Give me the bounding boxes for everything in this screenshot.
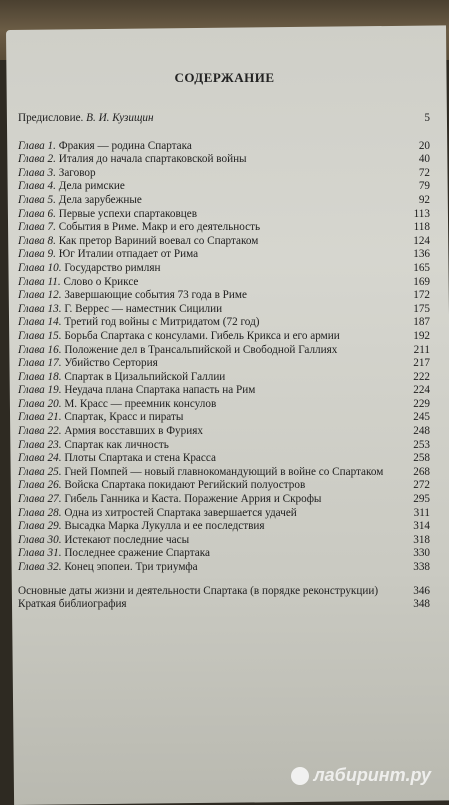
chapter-label: Глава 4. [18,180,56,193]
entry-title: Неудача плана Спартака напасть на Рим [61,384,256,397]
page-title: СОДЕРЖАНИЕ [174,70,275,85]
watermark-text: лабиринт.ру [313,765,431,785]
labirint-logo-icon [291,767,309,785]
page-number: 318 [413,533,430,546]
entry-title: Плоты Спартака и стена Красса [61,452,216,465]
toc-row [18,235,430,249]
entry-title: Спартак как личность [61,438,169,451]
chapter-label: Глава 31. [18,547,62,560]
page-number: 165 [413,261,430,274]
chapter-label: Глава 24. [18,452,62,465]
chapter-label: Глава 18. [18,370,62,383]
toc-row [18,439,430,453]
page-number: 72 [418,166,430,179]
toc-row [18,208,430,222]
page-number: 211 [413,343,430,356]
entry-title: Краткая библиография [18,598,127,611]
entry-title: Фракия — родина Спартака [55,139,192,152]
toc-row [18,153,430,167]
page-number: 172 [413,289,430,302]
page-number: 118 [413,221,430,234]
chapter-label: Глава 15. [18,329,62,342]
entry-title: М. Красс — преемник консулов [61,397,217,410]
entry-title: Г. Веррес — наместник Сицилии [61,302,223,315]
page-number: 248 [413,425,430,438]
toc-row [18,598,430,612]
toc-row [18,452,430,466]
page-number: 338 [413,561,430,573]
page-number: 330 [413,547,430,560]
table-of-contents [18,112,430,612]
toc-row [18,585,430,599]
toc-row [18,384,430,398]
chapter-label: Глава 19. [18,384,62,397]
chapter-label: Глава 25. [18,465,62,478]
entry-title: Высадка Марка Лукулла и ее последствия [61,520,265,533]
toc-row [18,425,430,439]
page-number: 295 [413,493,430,506]
entry-title: Положение дел в Трансальпийской и Свободной Галлиях [61,343,338,356]
toc-row [18,330,430,344]
chapter-label: Глава 30. [18,533,62,546]
toc-row [18,479,430,493]
toc-row [18,221,430,235]
entry-title: Основные даты жизни и деятельности Спартака (в порядке реконструкции) [18,584,379,597]
chapter-label: Глава 32. [18,561,62,573]
chapter-label: Глава 14. [18,316,62,329]
chapter-label: Глава 11. [18,275,61,288]
chapter-label: Глава 3. [18,166,56,179]
page-number: 222 [413,370,430,383]
page-number: 311 [413,506,430,519]
page-number: 224 [413,384,430,397]
page-number: 92 [418,193,430,206]
page-number: 253 [413,438,430,451]
page-number: 192 [413,329,430,342]
page-number: 175 [413,302,430,315]
chapter-label: Глава 8. [18,234,56,247]
chapter-label: Глава 28. [18,506,62,519]
entry-title: Войска Спартака покидают Регийский полуостров [61,479,306,492]
toc-row [18,466,430,480]
page-number: 187 [413,316,430,329]
chapter-label: Глава 6. [18,207,56,220]
entry-title: Юг Италии отпадает от Рима [55,248,199,261]
page-number: 245 [413,411,430,424]
toc-row [18,493,430,507]
preface-label: Предисловие. [18,112,87,124]
entry-title: Как претор Вариний воевал со Спартаком [55,234,259,247]
toc-row [18,248,430,262]
entry-title: Заговор [55,166,96,179]
chapter-list [18,140,430,575]
toc-row [18,289,430,303]
toc-row [18,276,430,290]
chapter-label: Глава 10. [18,261,62,274]
toc-row [18,194,430,208]
page-number: 40 [418,153,430,166]
entry-title: Одна из хитростей Спартака завершается удачей [61,506,297,519]
toc-row [18,398,430,412]
toc-row [18,371,430,385]
toc-row [18,167,430,181]
page-number: 169 [413,275,430,288]
page-number: 5 [424,112,430,124]
entry-title: Последнее сражение Спартака [61,547,210,560]
entry-title: Конец эпопеи. Три триумфа [61,561,198,573]
toc-row [18,411,430,425]
chapter-label: Глава 1. [18,139,56,152]
chapter-label: Глава 9. [18,248,56,261]
entry-title: Слово о Криксе [60,275,139,288]
page-number: 217 [413,357,430,370]
toc-row [18,344,430,358]
toc-row [18,262,430,276]
page-number: 346 [413,584,430,597]
chapter-label: Глава 27. [18,493,62,506]
watermark [291,765,431,786]
page-number: 272 [413,479,430,492]
chapter-label: Глава 2. [18,153,56,166]
entry-title: Завершающие события 73 года в Риме [61,289,247,302]
entry-title: Спартак, Красс и пираты [61,411,184,424]
chapter-label: Глава 21. [18,411,62,424]
chapter-label: Глава 22. [18,425,62,438]
page-number: 124 [413,234,430,247]
toc-row [18,140,430,154]
toc-row-preface [18,112,430,126]
chapter-label: Глава 29. [18,520,62,533]
entry-title: Третий год войны с Митридатом (72 год) [61,316,260,329]
entry-title: События в Риме. Макр и его деятельность [55,221,261,234]
page-number: 258 [413,452,430,465]
entry-title: Дела зарубежные [55,193,142,206]
toc-row [18,534,430,548]
toc-row [18,180,430,194]
toc-row [18,561,430,575]
chapter-label: Глава 16. [18,343,62,356]
entry-title: Государство римлян [61,261,161,274]
toc-row [18,357,430,371]
toc-row [18,507,430,521]
entry-title: Борьба Спартака с консулами. Гибель Крикса и его армии [61,329,340,342]
toc-row [18,520,430,534]
chapter-label: Глава 7. [18,221,56,234]
appendix-list [18,585,430,612]
chapter-label: Глава 17. [18,357,62,370]
page-number: 229 [413,397,430,410]
entry-title: Армия восставших в Фуриях [61,425,203,438]
page-number: 314 [413,520,430,533]
page-number: 348 [413,598,430,611]
page-number: 20 [418,139,430,152]
entry-title: Первые успехи спартаковцев [55,207,198,220]
page-number: 136 [413,248,430,261]
page-number: 113 [413,207,430,220]
entry-title: Истекают последние часы [61,533,190,546]
page-number: 79 [418,180,430,193]
chapter-label: Глава 23. [18,438,62,451]
entry-title: Дела римские [55,180,125,193]
page-number: 268 [413,465,430,478]
chapter-label: Глава 26. [18,479,62,492]
entry-title: Гней Помпей — новый главнокомандующий в войне со Спартаком [61,465,384,478]
entry-title: Убийство Сертория [61,357,158,370]
entry-title: Спартак в Цизальпийской Галлии [61,370,226,383]
entry-title: Гибель Ганника и Каста. Поражение Аррия и Скрофы [61,493,322,506]
entry-title: Италия до начала спартаковской войны [55,153,247,166]
toc-row [18,303,430,317]
toc-row [18,547,430,561]
chapter-label: Глава 13. [18,302,62,315]
chapter-label: Глава 20. [18,397,62,410]
toc-row [18,316,430,330]
preface-author: В. И. Кузищин [86,112,154,124]
chapter-label: Глава 5. [18,193,56,206]
chapter-label: Глава 12. [18,289,62,302]
